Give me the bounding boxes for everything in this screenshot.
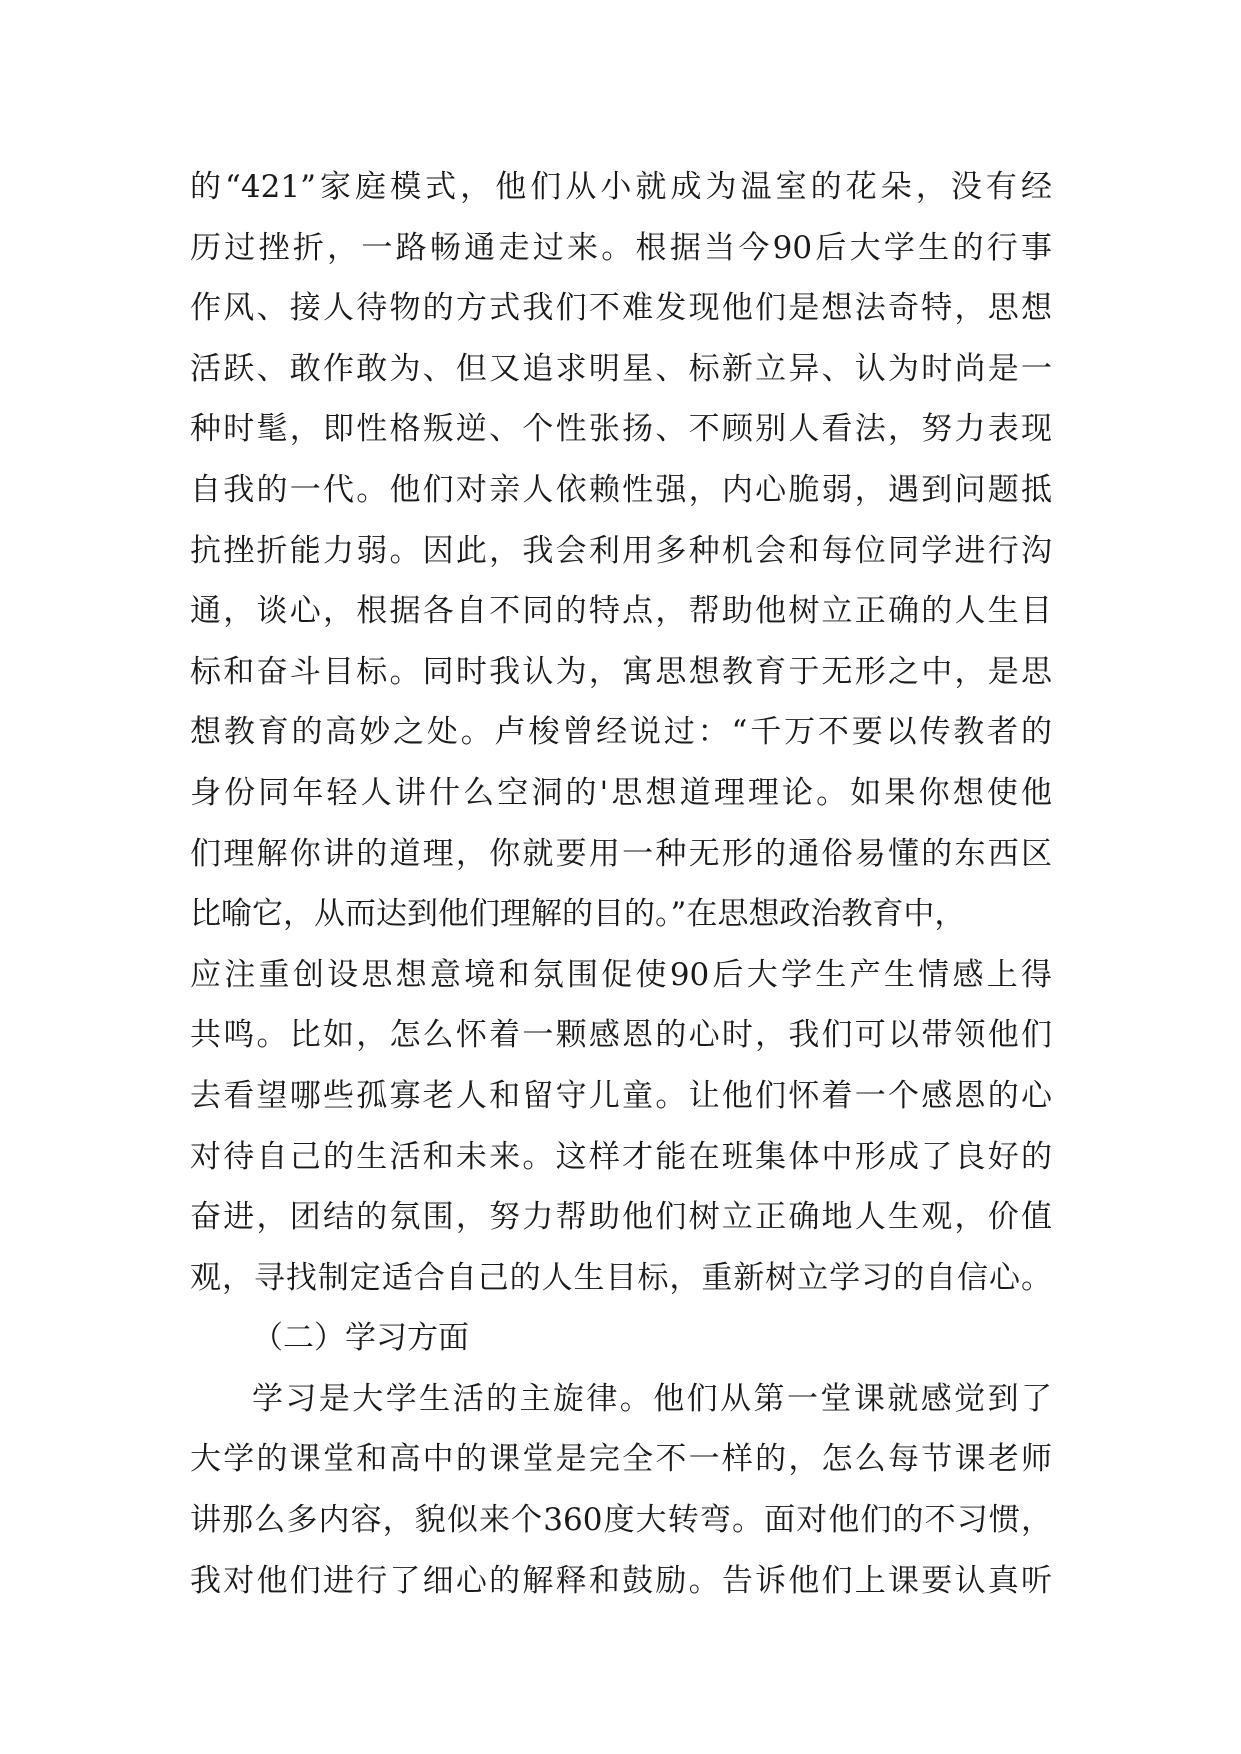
text-line: 奋进，团结的氛围，努力帮助他们树立正确地人生观，价值 <box>190 1199 1052 1236</box>
text-line: 我对他们进行了细心的解释和鼓励。告诉他们上课要认真听 <box>190 1562 1052 1599</box>
text-line: 学习是大学生活的主旋律。他们从第一堂课就感觉到了 <box>252 1380 1052 1417</box>
text-line: 共鸣。比如，怎么怀着一颗感恩的心时，我们可以带领他们 <box>190 1017 1052 1054</box>
text-line: 应注重创设思想意境和氛围促使90后大学生产生情感上得 <box>190 956 1052 993</box>
text-line: 大学的课堂和高中的课堂是完全不一样的，怎么每节课老师 <box>190 1441 1052 1478</box>
text-line: 种时髦，即性格叛逆、个性张扬、不顾别人看法，努力表现 <box>190 411 1052 448</box>
text-line: 对待自己的生活和未来。这样才能在班集体中形成了良好的 <box>190 1138 1052 1175</box>
text-line: 标和奋斗目标。同时我认为，寓思想教育于无形之中，是思 <box>190 653 1052 690</box>
text-line: 活跃、敢作敢为、但又追求明星、标新立异、认为时尚是一 <box>190 350 1052 387</box>
text-line: 讲那么多内容，貌似来个360度大转弯。面对他们的不习惯， <box>190 1502 1052 1539</box>
text-line: 历过挫折，一路畅通走过来。根据当今90后大学生的行事 <box>190 229 1052 266</box>
paragraph-1 <box>190 157 1052 1308</box>
text-line: 自我的一代。他们对亲人依赖性强，内心脆弱，遇到问题抵 <box>190 471 1052 508</box>
text-line: 观，寻找制定适合自己的人生目标，重新树立学习的自信心。 <box>190 1259 1052 1296</box>
text-line: 们理解你讲的道理，你就要用一种无形的通俗易懂的东西区 <box>190 835 1052 872</box>
text-line: 去看望哪些孤寡老人和留守儿童。让他们怀着一个感恩的心 <box>190 1077 1052 1114</box>
text-line: 通，谈心，根据各自不同的特点，帮助他树立正确的人生目 <box>190 593 1052 630</box>
text-line: 的“421”家庭模式，他们从小就成为温室的花朵，没有经 <box>190 169 1052 205</box>
text-line: 作风、接人待物的方式我们不难发现他们是想法奇特，思想 <box>190 290 1052 327</box>
text-line: 比喻它，从而达到他们理解的目的。”在思想政治教育中， <box>190 896 966 933</box>
text-line: 身份同年轻人讲什么空洞的'思想道理理论。如果你想使他 <box>190 774 1052 811</box>
document-body <box>190 157 1052 1611</box>
section-heading: （二）学习方面 <box>252 1320 469 1357</box>
text-line: 抗挫折能力弱。因此，我会利用多种机会和每位同学进行沟 <box>190 532 1052 569</box>
paragraph-2 <box>190 1369 1052 1611</box>
text-line: 想教育的高妙之处。卢梭曾经说过：“千万不要以传教者的 <box>190 714 1052 751</box>
